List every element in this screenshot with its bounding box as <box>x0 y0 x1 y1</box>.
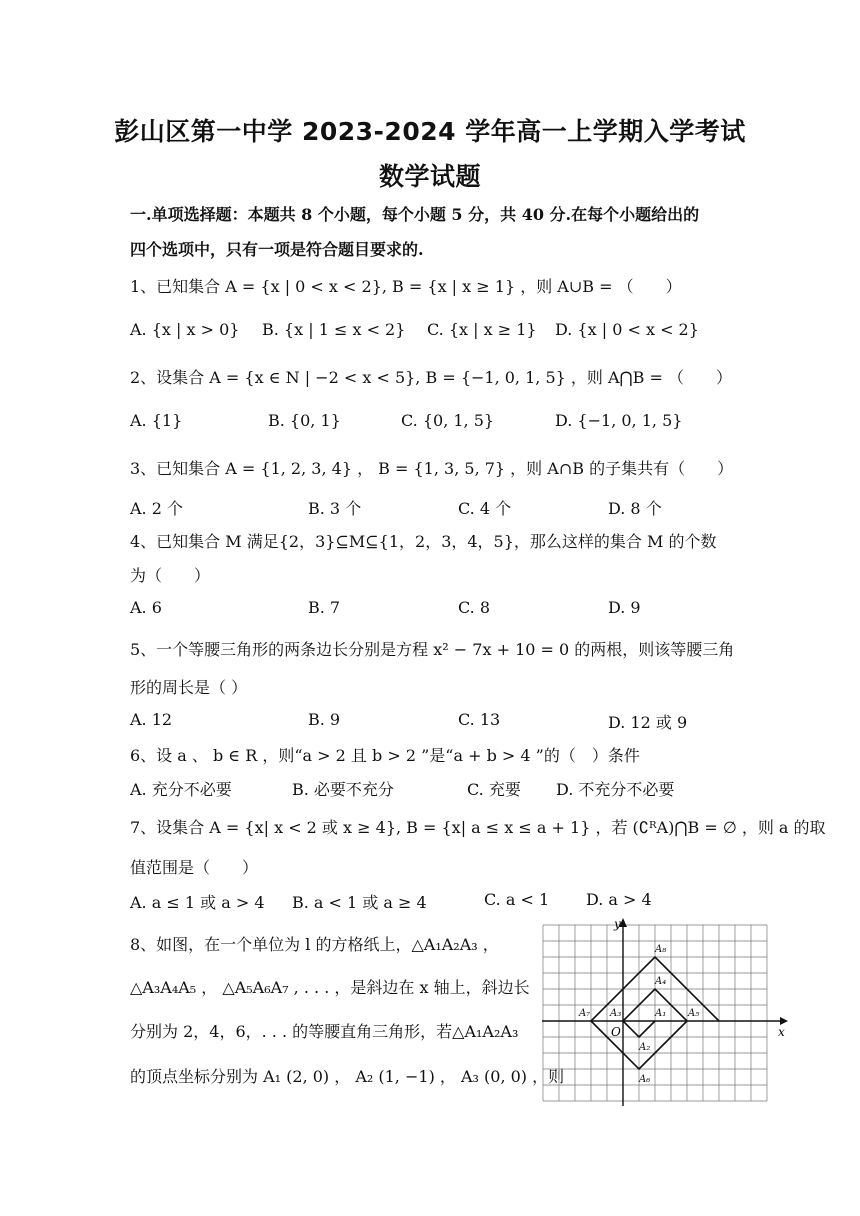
q5-stem-line1: 5、一个等腰三角形的两条边长分别是方程 x² − 7x + 10 = 0 的两根，则该等腰三角 <box>130 640 735 659</box>
q2-option-c: C. {0, 1, 5} <box>401 411 495 430</box>
q2-option-d: D. {−1, 0, 1, 5} <box>555 411 683 430</box>
x-axis-arrow <box>780 1017 788 1025</box>
section-heading-line2: 四个选项中，只有一项是符合题目要求的. <box>130 240 424 259</box>
q4-option-c: C. 8 <box>458 598 491 617</box>
q7-option-b: B. a < 1 或 a ≥ 4 <box>292 893 427 912</box>
section-heading-line1: 一.单项选择题：本题共 8 个小题，每个小题 5 分，共 40 分.在每个小题给出的 <box>130 205 700 224</box>
q7-stem-line2: 值范围是（ ） <box>130 858 259 877</box>
q5-option-a: A. 12 <box>130 710 173 729</box>
q1-option-d: D. {x | 0 < x < 2} <box>555 320 699 339</box>
q8-stem-line2: △A₃A₄A₅ ， △A₅A₆A₇ , . . . ，是斜边在 x 轴上，斜边长 <box>130 978 530 997</box>
q1-option-c: C. {x | x ≥ 1} <box>427 320 537 339</box>
q1-option-b: B. {x | 1 ≤ x < 2} <box>262 320 406 339</box>
q4-option-b: B. 7 <box>308 598 341 617</box>
q8-stem-line4: 的顶点坐标分别为 A₁ (2, 0) ， A₂ (1, −1) ， A₃ (0, 0) ，则 <box>130 1067 565 1086</box>
q4-stem-line1: 4、已知集合 M 满足{2，3}⊆M⊆{1，2，3，4，5}，那么这样的集合 M 的个数 <box>130 532 717 551</box>
label-a7: A₇ <box>579 1008 591 1019</box>
label-a6: A₆ <box>639 1074 651 1085</box>
q5-stem-line2: 形的周长是（ ） <box>130 678 248 697</box>
q3-option-a: A. 2 个 <box>130 499 183 518</box>
q1-option-a: A. {x | x > 0} <box>130 320 240 339</box>
label-a8: A₈ <box>655 944 667 955</box>
q7-option-a: A. a ≤ 1 或 a > 4 <box>130 893 265 912</box>
q2-option-b: B. {0, 1} <box>268 411 341 430</box>
q3-option-c: C. 4 个 <box>458 499 512 518</box>
q7-option-d: D. a > 4 <box>586 890 652 909</box>
label-a2: A₂ <box>639 1042 651 1053</box>
q8-stem-line1: 8、如图，在一个单位为 l 的方格纸上，△A₁A₂A₃ ， <box>130 935 499 954</box>
q2-option-a: A. {1} <box>130 411 183 430</box>
x-axis-label: x <box>778 1025 785 1039</box>
q1-stem: 1、已知集合 A = {x | 0 < x < 2}, B = {x | x ≥ 1} ，则 A∪B = （ ） <box>130 277 682 296</box>
triangle-grid-diagram <box>542 912 792 1106</box>
label-a4: A₄ <box>655 976 667 987</box>
label-a5: A₅ <box>688 1008 700 1019</box>
q6-option-b: B. 必要不充分 <box>292 780 394 799</box>
exam-title: 彭山区第一中学 2023-2024 学年高一上学期入学考试 <box>114 117 746 146</box>
origin-label: O <box>611 1025 621 1039</box>
q4-option-a: A. 6 <box>130 598 162 617</box>
q6-option-d: D. 不充分不必要 <box>556 780 675 799</box>
q6-option-c: C. 充要 <box>467 780 521 799</box>
y-axis-label: y <box>614 917 621 931</box>
q3-option-b: B. 3 个 <box>308 499 362 518</box>
q7-stem-line1: 7、设集合 A = {x| x < 2 或 x ≥ 4}, B = {x| a ≤ x ≤ a + 1} ，若 (∁ᴿA)⋂B = ∅ ，则 a 的取 <box>130 818 826 837</box>
q5-option-b: B. 9 <box>308 710 341 729</box>
q6-stem: 6、设 a 、 b ∈ R ，则“a > 2 且 b > 2 ”是“a + b > 4 ”的（ ）条件 <box>130 746 640 765</box>
q3-option-d: D. 8 个 <box>608 499 662 518</box>
exam-subtitle: 数学试题 <box>378 162 481 191</box>
label-a3: A₃ <box>610 1008 622 1019</box>
q4-stem-line2: 为（ ） <box>130 566 211 585</box>
label-a1: A₁ <box>655 1008 667 1019</box>
q2-stem: 2、设集合 A = {x ∈ N | −2 < x < 5}, B = {−1, 0, 1, 5} ，则 A⋂B = （ ） <box>130 368 733 387</box>
q8-stem-line3: 分别为 2，4，6，. . . 的等腰直角三角形，若△A₁A₂A₃ <box>130 1022 519 1041</box>
q7-option-c: C. a < 1 <box>484 890 550 909</box>
q5-option-d: D. 12 或 9 <box>608 713 688 732</box>
q4-option-d: D. 9 <box>608 598 641 617</box>
q5-option-c: C. 13 <box>458 710 501 729</box>
q3-stem: 3、已知集合 A = {1, 2, 3, 4} ， B = {1, 3, 5, 7} ，则 A∩B 的子集共有（ ） <box>130 459 734 478</box>
q6-option-a: A. 充分不必要 <box>130 780 232 799</box>
